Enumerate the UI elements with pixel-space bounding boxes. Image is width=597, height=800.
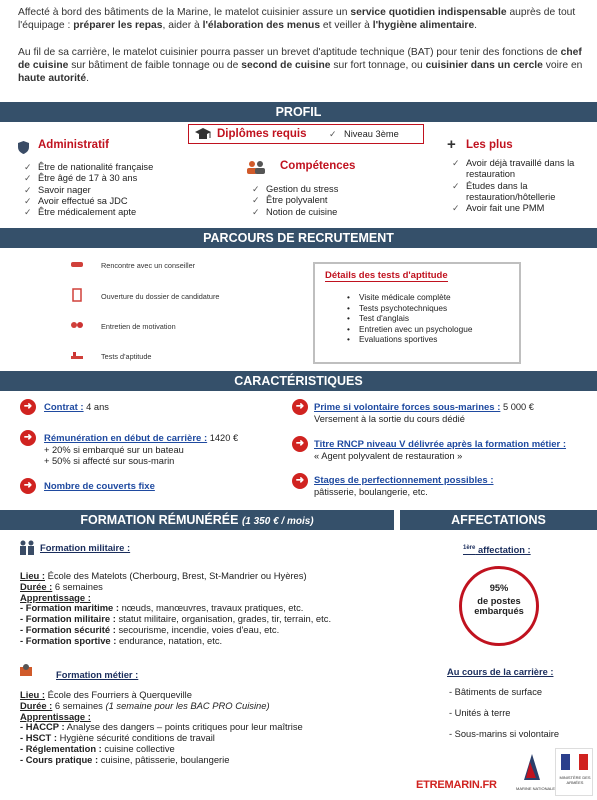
intro-text-run: second de cuisine: [241, 60, 331, 71]
duree-note: (1 semaine pour les BAC PRO Cuisine): [105, 699, 270, 711]
marine-caption: MARINE NATIONALE: [516, 786, 556, 791]
remun-line: + 50% si affecté sur sous-marin: [44, 456, 175, 466]
intro-text-run: Affecté à bord des bâtiments de la Marine, le matelot cuisinier assure un: [18, 7, 351, 18]
formation-item-value: statut militaire, organisation, grades, tir, terrain, etc.: [115, 613, 332, 625]
intro-text-run: voire en: [542, 60, 583, 71]
intro-text-run: l'hygiène alimentaire: [372, 20, 475, 31]
affectations-header: AFFECTATIONS: [400, 510, 597, 530]
soldier-icon: [18, 540, 36, 556]
list-item: ✓ Gestion du stress: [250, 184, 420, 195]
mil-title-text: Formation militaire :: [40, 542, 131, 553]
formation-item-key: - HACCP :: [20, 721, 65, 733]
plus-title: Les plus: [466, 139, 513, 151]
formation-item: [20, 636, 390, 647]
list-item: ✓ Être médicalement apte: [22, 207, 192, 218]
formation-item-key: - Formation sportive :: [20, 634, 117, 646]
circle-line: embarqués: [474, 606, 524, 616]
marianne-icon: [561, 754, 588, 770]
apprentissage-label: Apprentissage :: [20, 710, 91, 722]
interview-icon: [70, 320, 84, 330]
diplomes-value: Niveau 3ème: [344, 129, 399, 139]
arrow-right-icon: ➜: [292, 399, 308, 415]
arrow-right-icon: ➜: [20, 430, 36, 446]
titre-block: [314, 439, 566, 462]
lieu-value: École des Fourriers à Querqueville: [45, 689, 192, 700]
career-item: - Bâtiments de surface: [449, 687, 543, 697]
arrow-right-icon: ➜: [292, 436, 308, 452]
contrat-value: 4 ans: [83, 402, 109, 412]
stages-label: Stages de perfectionnement possibles :: [314, 475, 494, 486]
career-label: [447, 666, 553, 678]
career-item: - Unités à terre: [449, 708, 511, 718]
list-item: ✓ Être polyvalent: [250, 195, 420, 206]
people-icon: [246, 160, 266, 174]
list-item: ✓ Savoir nager: [22, 185, 192, 196]
career-label-text: Au cours de la carrière :: [447, 667, 554, 677]
career-item: - Sous-marins si volontaire: [449, 729, 560, 739]
etremarin-logo[interactable]: ETREMARIN.FR: [416, 779, 497, 791]
step-2: Ouverture du dossier de candidature: [101, 292, 220, 301]
intro-text-run: .: [474, 20, 478, 31]
administratif-list: [22, 162, 192, 218]
step-4: Tests d'aptitude: [101, 352, 152, 361]
prime-label: Prime si volontaire forces sous-marines :: [314, 402, 501, 413]
titre-label: Titre RNCP niveau V délivrée après la formation métier :: [314, 439, 567, 450]
step-3: Entretien de motivation: [101, 322, 176, 331]
competences-title: Compétences: [280, 160, 356, 172]
circle-pct: 95%: [489, 583, 509, 593]
titre-line: « Agent polyvalent de restauration »: [314, 450, 463, 461]
check-icon: ✓: [329, 129, 337, 139]
list-item: ✓ Notion de cuisine: [250, 207, 420, 218]
list-item: • Visite médicale complète: [343, 292, 472, 303]
prime-line: Versement à la sortie du cours dédié: [314, 413, 465, 424]
percent-circle: [459, 566, 539, 646]
remuneration-block: [44, 433, 238, 468]
duree-value: 6 semaines: [52, 580, 103, 592]
intro-text-run: sur bâtiment de faible tonnage ou de: [68, 60, 242, 71]
handshake-icon: [70, 259, 84, 269]
list-item: • Evaluations sportives: [343, 334, 472, 345]
formation-metier-title: [56, 670, 138, 681]
remun-label: Rémunération en début de carrière :: [44, 433, 208, 444]
list-item: ✓ Être de nationalité française: [22, 162, 192, 173]
intro-text-run: Au fil de sa carrière, le matelot cuisinier pourra passer un brevet d'aptitude technique (BAT) pour tenir des fonctions de: [18, 47, 561, 58]
ministere-logo: [555, 748, 593, 796]
administratif-title: Administratif: [38, 139, 109, 151]
formation-header-text: FORMATION RÉMUNÉRÉE: [80, 513, 242, 527]
marine-nationale-logo: [520, 752, 544, 786]
lieu-label: Lieu :: [20, 689, 45, 700]
document-icon: [72, 288, 82, 302]
first-text: affectation :: [475, 545, 531, 556]
first-affectation-label: [463, 542, 531, 556]
prime-block: [314, 402, 534, 425]
stages-block: [314, 475, 494, 498]
step-1: Rencontre avec un conseiller: [101, 261, 196, 270]
intro-text-run: chef de cuisine: [18, 47, 582, 71]
list-item: ✓ Être âgé de 17 à 30 ans: [22, 173, 192, 184]
details-box: [313, 262, 521, 364]
intro-text-run: et veiller à: [320, 20, 373, 31]
apprentissage-label: Apprentissage :: [20, 591, 91, 603]
formation-item-value: endurance, natation, etc.: [116, 634, 223, 646]
intro-text-run: sur fort tonnage, ou: [330, 60, 426, 71]
circle-line: de postes: [477, 596, 521, 606]
plus-list: [450, 158, 590, 214]
intro-text-run: cuisinier dans un: [425, 60, 511, 71]
formation-metier-block: [20, 690, 390, 766]
formation-item-key: - Réglementation :: [20, 742, 102, 754]
duree-value: 6 semaines: [52, 699, 106, 711]
details-list: [343, 292, 472, 345]
competences-list: [250, 184, 420, 218]
list-item: ✓ Avoir déjà travaillé dans la restauration: [450, 158, 590, 181]
lieu-label: Lieu :: [20, 570, 45, 581]
parcours-header: PARCOURS DE RECRUTEMENT: [0, 228, 597, 248]
intro-text-run: préparer les repas: [73, 20, 163, 31]
chef-icon: [18, 664, 36, 678]
formation-item-value: nœuds, manœuvres, travaux pratiques, etc.: [118, 602, 304, 614]
formation-item-value: secourisme, incendie, voies d'eau, etc.: [115, 623, 280, 635]
carac-header: CARACTÉRISTIQUES: [0, 371, 597, 391]
remun-value: 1420 €: [207, 433, 239, 443]
plus-icon: +: [447, 136, 456, 153]
lieu-value: École des Matelots (Cherbourg, Brest, St-Mandrier ou Hyères): [45, 570, 307, 581]
couverts-label: Nombre de couverts fixe: [44, 481, 155, 492]
formation-item-key: - Cours pratique :: [20, 753, 99, 765]
list-item: ✓ Études dans la restauration/hôtellerie: [450, 181, 590, 204]
formation-militaire-title: [40, 543, 130, 554]
duree-label: Durée :: [20, 580, 53, 592]
arrow-right-icon: ➜: [20, 399, 36, 415]
formation-item-key: - HSCT :: [20, 732, 57, 744]
intro-text-run: haute autorité: [18, 73, 87, 84]
intro-text-run: .: [86, 73, 89, 84]
intro-text-run: l'élaboration des menus: [202, 20, 321, 31]
met-title-text: Formation métier :: [56, 669, 139, 680]
intro-text-run: service quotidien indispensable: [350, 7, 507, 18]
formation-item-key: - Formation militaire :: [20, 613, 116, 625]
intro-paragraph-1: [18, 6, 587, 32]
details-title: Détails des tests d'aptitude: [325, 270, 448, 281]
contrat-line: [44, 402, 109, 414]
formation-header-note: (1 350 € / mois): [241, 516, 314, 527]
intro-paragraph-2: [18, 46, 587, 85]
ministere-caption: MINISTÈRE DES ARMÉES: [559, 775, 591, 785]
met-items: [20, 722, 390, 765]
profil-header: PROFIL: [0, 102, 597, 122]
list-item: ✓ Avoir fait une PMM: [450, 203, 590, 214]
diplomes-title: Diplômes requis: [217, 128, 307, 140]
formation-item-key: - Formation sécurité :: [20, 623, 116, 635]
remun-line: + 20% si embarqué sur un bateau: [44, 444, 184, 455]
formation-item-value: cuisine, pâtisserie, boulangerie: [98, 753, 230, 765]
intro-text-run: , aider à: [162, 20, 203, 31]
list-item: • Entretien avec un psychologue: [343, 324, 472, 335]
intro-text-run: cercle: [513, 60, 543, 71]
list-item: • Test d'anglais: [343, 313, 472, 324]
arrow-right-icon: ➜: [292, 473, 308, 489]
formation-item-value: Analyse des dangers – points critiques pour leur maîtrise: [64, 721, 303, 733]
test-icon: [70, 350, 84, 360]
formation-item-key: - Formation maritime :: [20, 602, 119, 614]
shield-icon: [18, 141, 29, 154]
list-item: • Tests psychotechniques: [343, 303, 472, 314]
mil-items: [20, 603, 390, 646]
duree-label: Durée :: [20, 699, 53, 711]
formation-item: [20, 755, 390, 766]
intro-text-run: auprès de tout l'équipage :: [18, 7, 576, 31]
first-sup: 1ère: [463, 545, 476, 551]
stages-line: pâtisserie, boulangerie, etc.: [314, 486, 428, 497]
contrat-label: Contrat :: [44, 402, 84, 413]
formation-header: [0, 510, 394, 530]
formation-militaire-block: [20, 571, 390, 647]
formation-item-value: cuisine collective: [101, 742, 175, 754]
formation-item-value: Hygiène sécurité conditions de travail: [56, 732, 215, 744]
diplomes-box: [188, 124, 424, 144]
list-item: ✓ Avoir effectué sa JDC: [22, 196, 192, 207]
couverts-line: [44, 481, 155, 493]
prime-value: 5 000 €: [500, 402, 534, 412]
arrow-right-icon: ➜: [20, 478, 36, 494]
graduation-cap-icon: [195, 128, 211, 141]
